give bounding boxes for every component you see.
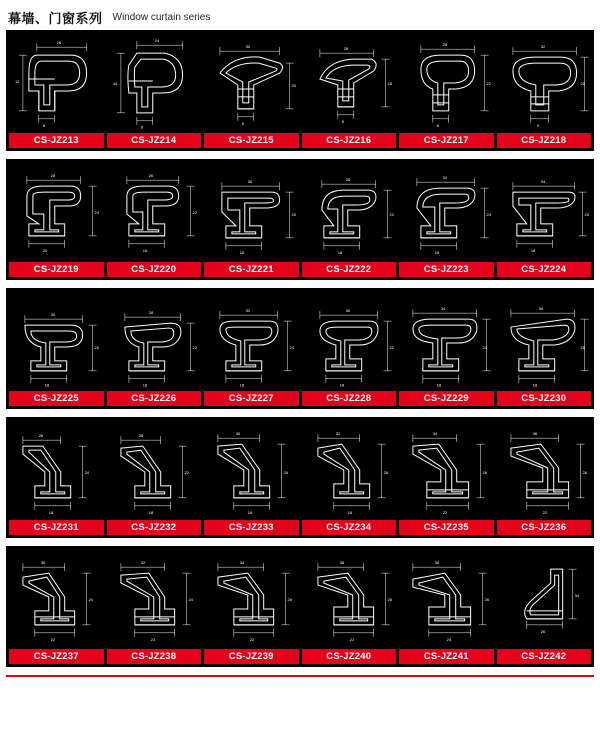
svg-text:24: 24 (289, 344, 294, 350)
profile-drawing (497, 162, 592, 260)
svg-text:30: 30 (235, 431, 241, 437)
svg-text:26: 26 (580, 344, 585, 350)
svg-text:18: 18 (148, 509, 153, 515)
svg-text:24: 24 (94, 209, 99, 215)
svg-text:20: 20 (584, 211, 589, 217)
product-cell[interactable] (107, 420, 202, 518)
profile-drawing (497, 549, 592, 647)
svg-text:32: 32 (140, 560, 145, 566)
svg-text:26: 26 (38, 433, 44, 439)
product-code: CS-JZ242 (497, 649, 592, 664)
svg-text:20: 20 (291, 211, 296, 217)
profile-drawing (399, 549, 494, 647)
svg-text:8: 8 (241, 120, 245, 126)
svg-text:18: 18 (247, 509, 253, 515)
product-cell[interactable] (204, 420, 299, 518)
svg-text:32: 32 (335, 431, 340, 437)
product-cell[interactable] (399, 33, 494, 131)
svg-text:26: 26 (582, 469, 587, 475)
svg-text:18: 18 (44, 382, 50, 388)
svg-text:30: 30 (50, 312, 56, 318)
profile-drawing (9, 291, 104, 389)
profile-drawing (9, 33, 104, 131)
page-title-english: Window curtain series (112, 11, 211, 23)
label-row (9, 133, 591, 151)
svg-text:26: 26 (540, 628, 545, 634)
svg-text:18: 18 (142, 247, 147, 253)
product-code: CS-JZ236 (497, 520, 592, 535)
svg-text:30: 30 (345, 308, 350, 314)
profile-drawing (204, 420, 299, 518)
svg-text:28: 28 (345, 177, 350, 183)
svg-text:32: 32 (245, 308, 251, 314)
svg-text:18: 18 (436, 382, 442, 388)
profile-drawing (399, 162, 494, 260)
product-code: CS-JZ224 (497, 262, 592, 277)
figure-row (9, 549, 591, 647)
profile-drawing (497, 291, 592, 389)
product-code: CS-JZ223 (399, 262, 494, 277)
svg-text:34: 34 (540, 179, 545, 185)
svg-text:26: 26 (442, 42, 448, 48)
product-code: CS-JZ228 (302, 391, 397, 406)
profile-drawing (204, 549, 299, 647)
svg-text:26: 26 (387, 596, 392, 602)
profile-drawing (9, 549, 104, 647)
svg-text:22: 22 (442, 509, 448, 515)
product-cell[interactable] (302, 291, 397, 389)
figure-row (9, 162, 591, 260)
label-row (9, 649, 591, 667)
product-code: CS-JZ222 (302, 262, 397, 277)
svg-text:26: 26 (56, 40, 62, 46)
svg-text:18: 18 (48, 509, 54, 515)
svg-text:8: 8 (140, 124, 143, 130)
product-cell[interactable] (204, 549, 299, 647)
profile-drawing (9, 420, 104, 518)
product-cell[interactable] (107, 33, 202, 131)
product-cell[interactable] (497, 162, 592, 260)
svg-text:32: 32 (442, 175, 448, 181)
product-code: CS-JZ221 (204, 262, 299, 277)
product-row (6, 546, 594, 667)
product-cell[interactable] (204, 291, 299, 389)
product-cell[interactable] (9, 162, 104, 260)
profile-drawing (302, 291, 397, 389)
svg-text:28: 28 (343, 46, 348, 52)
product-row (6, 288, 594, 409)
profile-drawing (399, 291, 494, 389)
svg-text:8: 8 (341, 118, 344, 124)
profile-drawing (302, 162, 397, 260)
product-code: CS-JZ220 (107, 262, 202, 277)
svg-text:24: 24 (188, 596, 193, 602)
svg-text:28: 28 (148, 310, 153, 316)
svg-text:24: 24 (154, 38, 159, 44)
svg-text:34: 34 (239, 560, 245, 566)
svg-text:30: 30 (40, 560, 46, 566)
svg-text:30: 30 (245, 44, 251, 50)
svg-text:24: 24 (446, 636, 452, 642)
label-row (9, 262, 591, 280)
svg-text:32: 32 (540, 44, 545, 50)
product-cell[interactable] (399, 291, 494, 389)
svg-text:24: 24 (482, 344, 487, 350)
product-code: CS-JZ231 (9, 520, 104, 535)
svg-text:34: 34 (432, 431, 438, 437)
svg-text:20: 20 (580, 80, 585, 86)
svg-text:22: 22 (389, 344, 394, 350)
product-code: CS-JZ216 (302, 133, 397, 148)
svg-text:20: 20 (42, 247, 48, 253)
figure-row (9, 420, 591, 518)
product-code: CS-JZ237 (9, 649, 104, 664)
svg-text:24: 24 (283, 469, 289, 475)
product-code: CS-JZ235 (399, 520, 494, 535)
svg-text:18: 18 (387, 80, 392, 86)
figure-row (9, 33, 591, 131)
product-cell[interactable] (9, 291, 104, 389)
svg-text:38: 38 (434, 560, 440, 566)
product-code: CS-JZ232 (107, 520, 202, 535)
figure-row (9, 291, 591, 389)
page-title-chinese: 幕墙、门窗系列 (8, 11, 103, 27)
svg-text:18: 18 (347, 509, 352, 515)
product-cell[interactable] (399, 420, 494, 518)
svg-text:34: 34 (574, 593, 579, 599)
svg-text:34: 34 (440, 306, 446, 312)
svg-text:22: 22 (542, 509, 547, 515)
svg-text:18: 18 (239, 382, 245, 388)
product-code: CS-JZ241 (399, 649, 494, 664)
label-row (9, 391, 591, 409)
product-cell[interactable] (9, 549, 104, 647)
svg-text:26: 26 (287, 596, 292, 602)
product-cell[interactable] (204, 33, 299, 131)
product-cell[interactable] (497, 291, 592, 389)
svg-text:22: 22 (50, 636, 56, 642)
profile-drawing (302, 33, 397, 131)
svg-text:9: 9 (536, 122, 539, 128)
product-row (6, 417, 594, 538)
svg-text:18: 18 (239, 249, 245, 255)
svg-text:22: 22 (349, 636, 354, 642)
product-code: CS-JZ225 (9, 391, 104, 406)
product-cell[interactable] (107, 291, 202, 389)
svg-text:18: 18 (434, 249, 440, 255)
svg-text:22: 22 (249, 636, 255, 642)
svg-text:22: 22 (192, 209, 197, 215)
svg-text:8: 8 (436, 122, 440, 128)
svg-text:26: 26 (482, 469, 487, 475)
product-code: CS-JZ240 (302, 649, 397, 664)
profile-drawing (107, 291, 202, 389)
svg-text:36: 36 (532, 431, 537, 437)
product-cell[interactable] (399, 549, 494, 647)
product-cell[interactable] (302, 162, 397, 260)
product-row (6, 159, 594, 280)
profile-drawing (302, 420, 397, 518)
svg-text:26: 26 (484, 596, 489, 602)
profile-drawing (204, 33, 299, 131)
product-cell[interactable] (497, 33, 592, 131)
svg-text:12: 12 (14, 78, 20, 84)
product-cell[interactable] (9, 420, 104, 518)
product-code: CS-JZ214 (107, 133, 202, 148)
svg-text:18: 18 (339, 382, 344, 388)
product-cell[interactable] (302, 33, 397, 131)
product-code: CS-JZ233 (204, 520, 299, 535)
product-cell[interactable] (107, 549, 202, 647)
profile-drawing (497, 420, 592, 518)
product-cell[interactable] (107, 162, 202, 260)
profile-drawing (399, 420, 494, 518)
page-header (0, 0, 600, 30)
svg-text:18: 18 (532, 382, 537, 388)
product-code: CS-JZ213 (9, 133, 104, 148)
svg-text:26: 26 (383, 469, 388, 475)
svg-text:18: 18 (337, 249, 342, 255)
product-code: CS-JZ219 (9, 262, 104, 277)
product-row (6, 30, 594, 151)
svg-text:24: 24 (88, 596, 94, 602)
profile-drawing (107, 420, 202, 518)
svg-text:8: 8 (42, 122, 46, 128)
svg-text:36: 36 (339, 560, 344, 566)
svg-text:28: 28 (138, 433, 143, 439)
product-cell[interactable] (9, 33, 104, 131)
profile-drawing (107, 33, 202, 131)
profile-drawing (497, 33, 592, 131)
profile-drawing (107, 162, 202, 260)
bottom-divider (6, 675, 594, 677)
product-code: CS-JZ229 (399, 391, 494, 406)
product-code: CS-JZ226 (107, 391, 202, 406)
svg-text:22: 22 (192, 344, 197, 350)
product-code: CS-JZ230 (497, 391, 592, 406)
product-code: CS-JZ238 (107, 649, 202, 664)
product-code: CS-JZ217 (399, 133, 494, 148)
product-cell[interactable] (302, 549, 397, 647)
label-row (9, 520, 591, 538)
product-cell[interactable] (204, 162, 299, 260)
product-cell[interactable] (497, 549, 592, 647)
svg-text:14: 14 (112, 80, 117, 86)
product-code: CS-JZ215 (204, 133, 299, 148)
profile-drawing (204, 291, 299, 389)
svg-text:24: 24 (486, 211, 491, 217)
svg-text:18: 18 (530, 247, 535, 253)
profile-drawing (107, 549, 202, 647)
svg-text:22: 22 (184, 469, 189, 475)
svg-text:36: 36 (538, 306, 543, 312)
svg-text:20: 20 (291, 82, 296, 88)
product-code: CS-JZ218 (497, 133, 592, 148)
svg-text:22: 22 (486, 80, 491, 86)
svg-text:22: 22 (389, 211, 394, 217)
product-cell[interactable] (399, 162, 494, 260)
svg-text:18: 18 (142, 382, 147, 388)
product-code: CS-JZ227 (204, 391, 299, 406)
product-cell[interactable] (497, 420, 592, 518)
profile-drawing (9, 162, 104, 260)
svg-text:26: 26 (148, 173, 153, 179)
product-grid (0, 30, 600, 667)
svg-text:24: 24 (84, 469, 90, 475)
profile-drawing (302, 549, 397, 647)
product-cell[interactable] (302, 420, 397, 518)
svg-text:22: 22 (150, 636, 155, 642)
product-code: CS-JZ234 (302, 520, 397, 535)
svg-text:20: 20 (94, 344, 99, 350)
profile-drawing (204, 162, 299, 260)
svg-text:30: 30 (247, 179, 253, 185)
profile-drawing (399, 33, 494, 131)
svg-text:28: 28 (50, 173, 56, 179)
product-code: CS-JZ239 (204, 649, 299, 664)
